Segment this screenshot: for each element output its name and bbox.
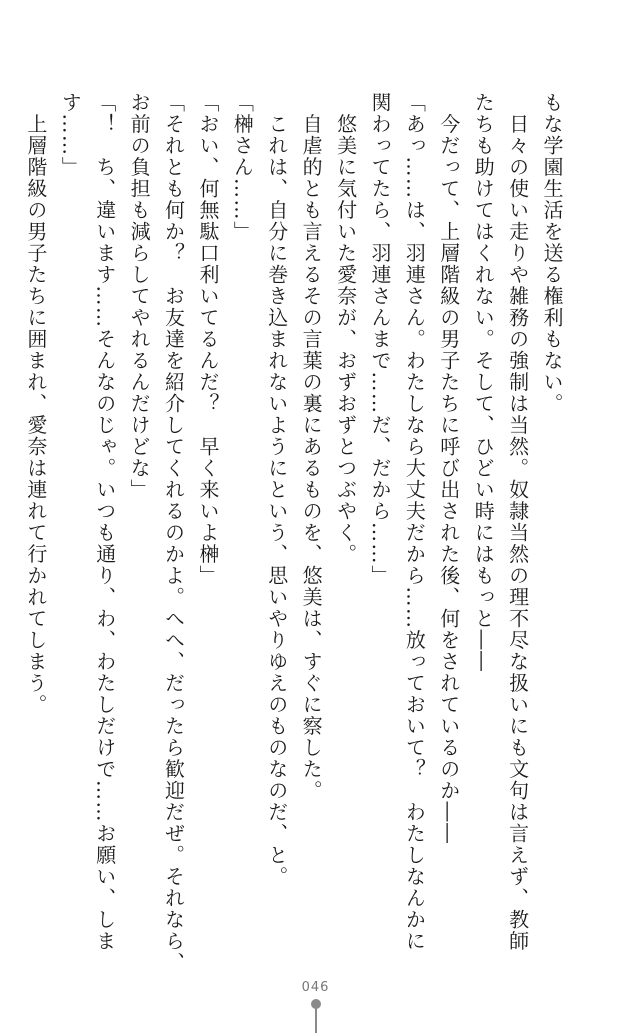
body-line: 悠美に気付いた愛奈が、おずおずとつぶやく。 xyxy=(333,92,358,565)
body-line: 「おい、何無駄口利いてるんだ？ 早く来いよ榊」 xyxy=(195,92,220,587)
body-line: 今だって、上層階級の男子たちに呼び出された後、何をされているのか―― xyxy=(436,92,461,845)
body-line: 「あっ……は、羽連さん。わたしなら大丈夫だから……放っておいて？ わたしなんかに xyxy=(402,92,427,952)
body-line: これは、自分に巻き込まれないようにという、思いやりゆえのものなのだ、と。 xyxy=(264,92,289,888)
body-line: 「それとも何か？ お友達を紹介してくれるのかよ。へへ、だったら歓迎だぜ。それなら、 xyxy=(161,92,186,974)
page-marker-line xyxy=(315,1008,317,1033)
body-line: もな学園生活を送る権利もない。 xyxy=(540,92,564,415)
page-number: 046 xyxy=(301,980,330,995)
body-line: 自虐的とも言えるその言葉の裏にあるものを、悠美は、すぐに察した。 xyxy=(299,92,324,802)
body-line: 「榊さん……」 xyxy=(230,92,255,243)
vertical-body-text xyxy=(19,92,570,974)
body-line: 上層階級の男子たちに囲まれ、愛奈は連れて行かれてしまう。 xyxy=(23,92,48,716)
body-line: 関わってたら、羽連さんまで……だ、だから……」 xyxy=(367,92,392,587)
body-line: 「！ ち、違います……そんなのじゃ。いつも通り、わ、わたしだけで……お願い、しま xyxy=(92,92,117,952)
body-line: お前の負担も減らしてやれるんだけどな」 xyxy=(127,92,152,501)
body-line: たちも助けてはくれない。そして、ひどい時にはもっと―― xyxy=(471,92,496,673)
body-line: す……」 xyxy=(58,92,83,178)
body-line: 日々の使い走りや雑務の強制は当然。奴隷当然の理不尽な扱いにも文句は言えず、教師 xyxy=(505,92,530,952)
